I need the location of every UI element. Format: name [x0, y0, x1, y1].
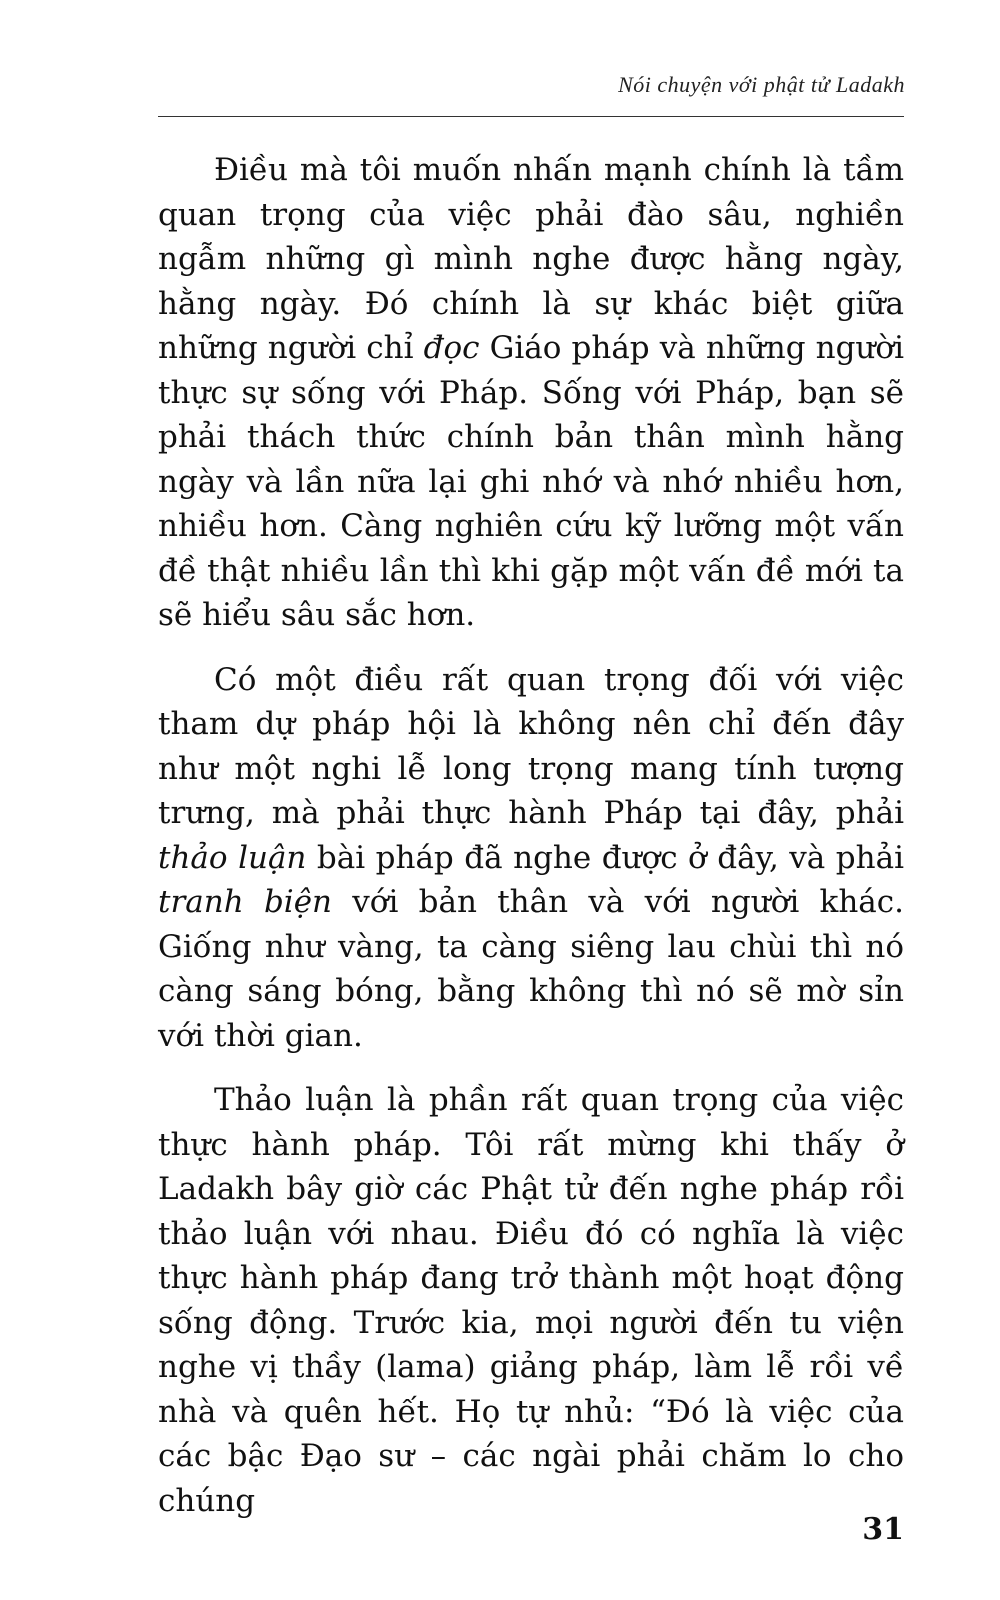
body-text: [158, 148, 904, 1523]
paragraph-2-text: Có một điều rất quan trọng đối với việc tham dự pháp hội là không nên chỉ đến đây như một nghi lễ long trọng mang tính tượng trưng, mà phải thực hành Pháp tại đây, phải: [158, 661, 904, 831]
page-number: 31: [862, 1512, 904, 1547]
paragraph-2-text: với bản thân và với người khác. Giống như vàng, ta càng siêng lau chùi thì nó càng sáng bóng, bằng không thì nó sẽ mờ sỉn với thời gian.: [158, 884, 904, 1054]
paragraph-1: [158, 148, 904, 638]
paragraph-2-text: bài pháp đã nghe được ở đây, và phải: [306, 839, 904, 876]
paragraph-2: [158, 658, 904, 1059]
paragraph-1-text: Giáo pháp và những người thực sự sống với Pháp. Sống với Pháp, bạn sẽ phải thách thức chính bản thân mình hằng ngày và lần nữa lại ghi nhớ và nhớ nhiều hơn, nhiều hơn. Càng nghiên cứu kỹ lưỡng một vấn đề thật nhiều lần thì khi gặp một vấn đề mới ta sẽ hiểu sâu sắc hơn.: [158, 330, 904, 633]
paragraph-3: [158, 1078, 904, 1523]
header-divider: [158, 116, 904, 117]
paragraph-1-emphasis: đọc: [423, 330, 480, 366]
paragraph-1-text: Điều mà tôi muốn nhấn mạnh chính là tầm quan trọng của việc phải đào sâu, nghiền ngẫm những gì mình nghe được hằng ngày, hằng ngày. Đó chính là sự khác biệt giữa những người chỉ: [158, 152, 904, 366]
running-header: Nói chuyện với phật tử Ladakh: [618, 72, 905, 97]
paragraph-3-text: Thảo luận là phần rất quan trọng của việc thực hành pháp. Tôi rất mừng khi thấy ở Ladakh bây giờ các Phật tử đến nghe pháp rồi thảo luận với nhau. Điều đó có nghĩa là việc thực hành pháp đang trở thành một hoạt động sống động. Trước kia, mọi người đến tu viện nghe vị thầy (lama) giảng pháp, làm lễ rồi về nhà và quên hết. Họ tự nhủ: “Đó là việc của các bậc Đạo sư – các ngài phải chăm lo cho chúng: [158, 1082, 904, 1519]
paragraph-2-emphasis: tranh biện: [158, 884, 333, 920]
paragraph-2-emphasis: thảo luận: [158, 839, 307, 876]
